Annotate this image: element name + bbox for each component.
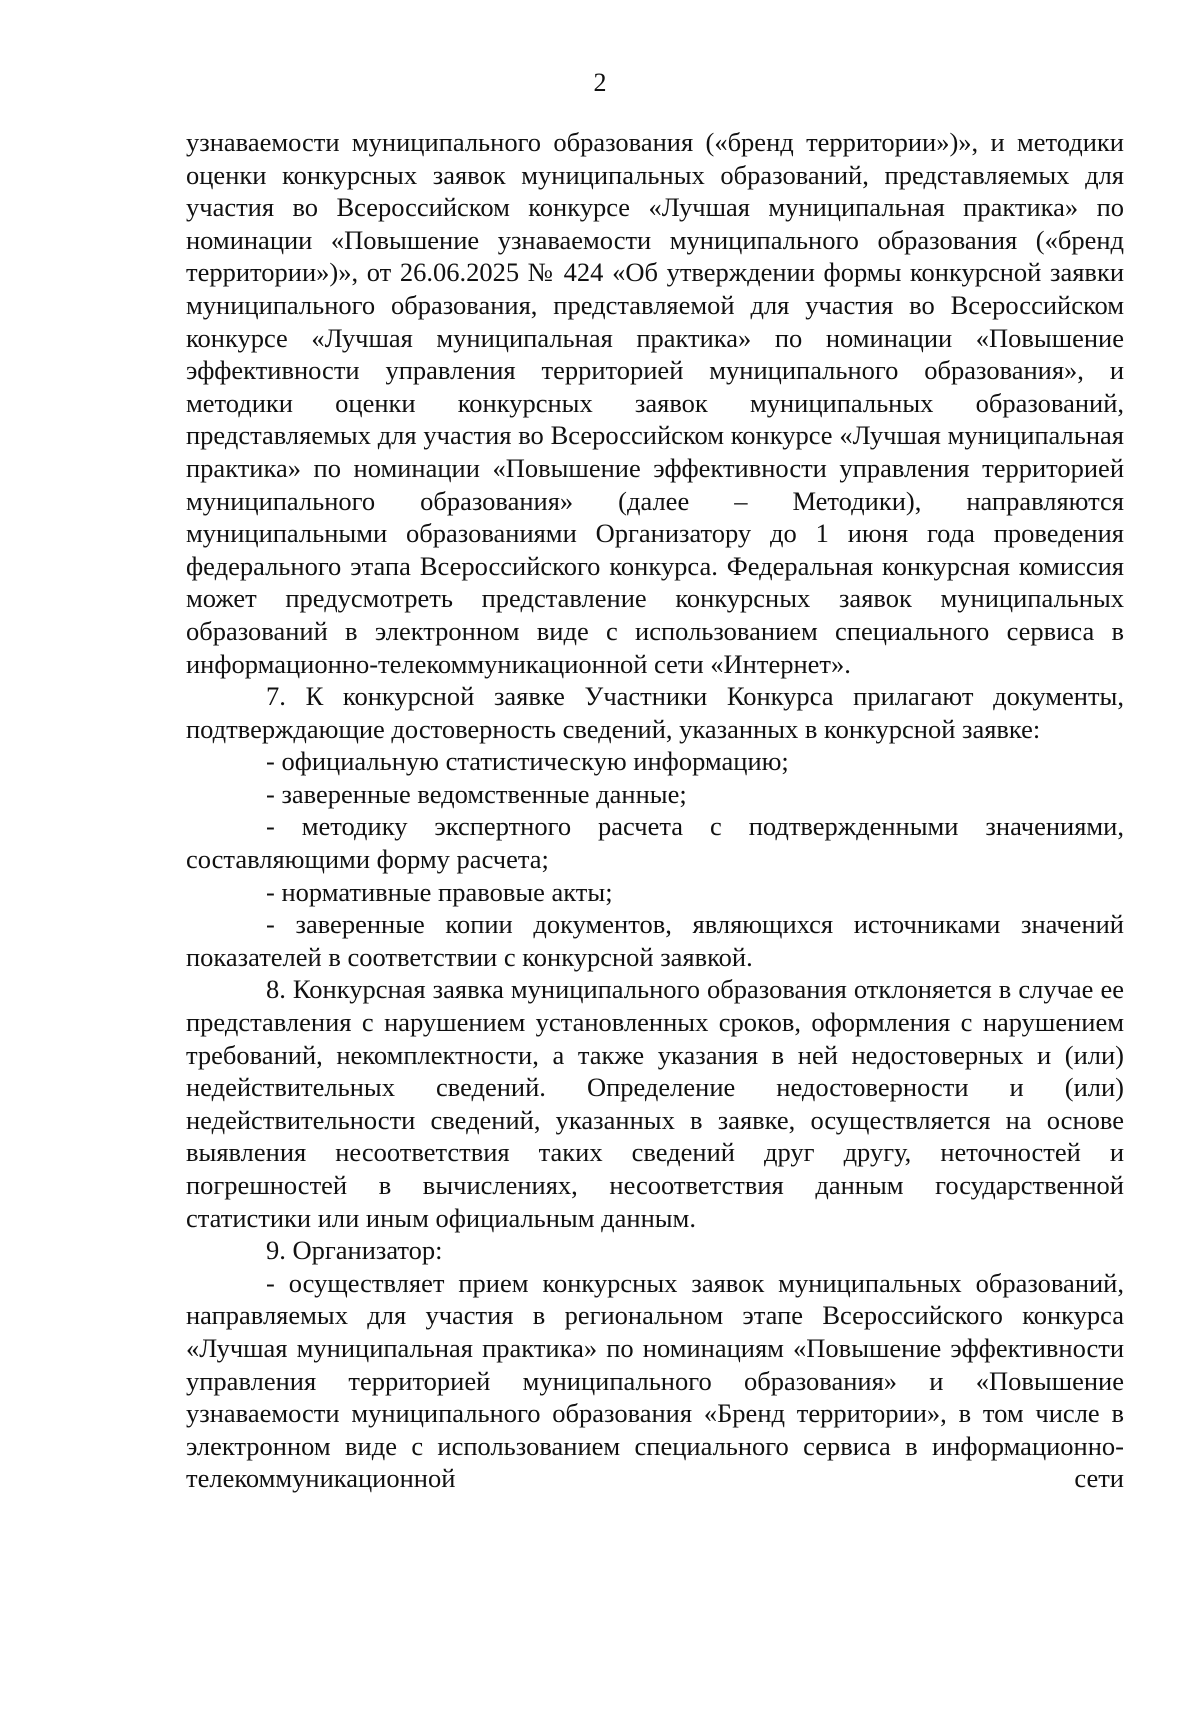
list-item: - нормативные правовые акты; (266, 876, 613, 907)
paragraph-item-7: 7. К конкурсной заявке Участники Конкурса прилагают документы, подтверждающие достоверность сведений, указанных в конкурсной заявке: (186, 681, 1124, 744)
document-body (186, 126, 1124, 1495)
paragraph-item-8: 8. Конкурсная заявка муниципального образования отклоняется в случае ее представления с нарушением установленных сроков, оформления с нарушением требований, некомплектности, а также указания в ней недостоверных и (или) недействительных сведений. Определение недостоверности и (или) недействительности сведений, указанных в заявке, осуществляется на основе выявления несоответствия таких сведений друг другу, неточностей и погрешностей в вычислениях, несоответствия данным государственной статистики или иным официальным данным. (186, 974, 1124, 1233)
list-item: - заверенные копии документов, являющихся источниками значений показателей в соответствии с конкурсной заявкой. (186, 909, 1124, 972)
list-item: - официальную статистическую информацию; (266, 746, 789, 777)
paragraph-intro: узнаваемости муниципального образования («бренд территории»)», и методики оценки конкурсных заявок муниципальных образований, представляемых для участия во Всероссийском конкурсе «Лучшая муниципальная практика» по номинации «Повышение узнаваемости муниципального образования («бренд территории»)», от 26.06.2025 № 424 «Об утверждении формы конкурсной заявки муниципального образования, представляемой для участия во Всероссийском конкурсе «Лучшая муниципальная практика» по номинации «Повышение эффективности управления территорией муниципального образования», и методики оценки конкурсных заявок муниципальных образований, представляемых для участия во Всероссийском конкурсе «Лучшая муниципальная практика» по номинации «Повышение эффективности управления территорией муниципального образования» (далее – Методики), направляются муниципальными образованиями Организатору до 1 июня года проведения федерального этапа Всероссийского конкурса. Федеральная конкурсная комиссия может предусмотреть представление конкурсных заявок муниципальных образований в электронном виде с использованием специального сервиса в информационно-телекоммуникационной сети «Интернет». (186, 127, 1124, 679)
page-number: 2 (593, 68, 607, 97)
list-item: - методику экспертного расчета с подтвержденными значениями, составляющими форму расчета; (186, 811, 1124, 875)
paragraph-item-9: 9. Организатор: (266, 1235, 443, 1266)
list-item: - осуществляет прием конкурсных заявок муниципальных образований, направляемых для участия в региональном этапе Всероссийского конкурса «Лучшая муниципальная практика» по номинациям «Повышение эффективности управления территорией муниципального образования» и «Повышение узнаваемости муниципального образования «Бренд территории», в том числе в электронном виде с использованием специального сервиса в информационно-телекоммуникационной сети (186, 1267, 1124, 1494)
list-item: - заверенные ведомственные данные; (266, 778, 687, 809)
